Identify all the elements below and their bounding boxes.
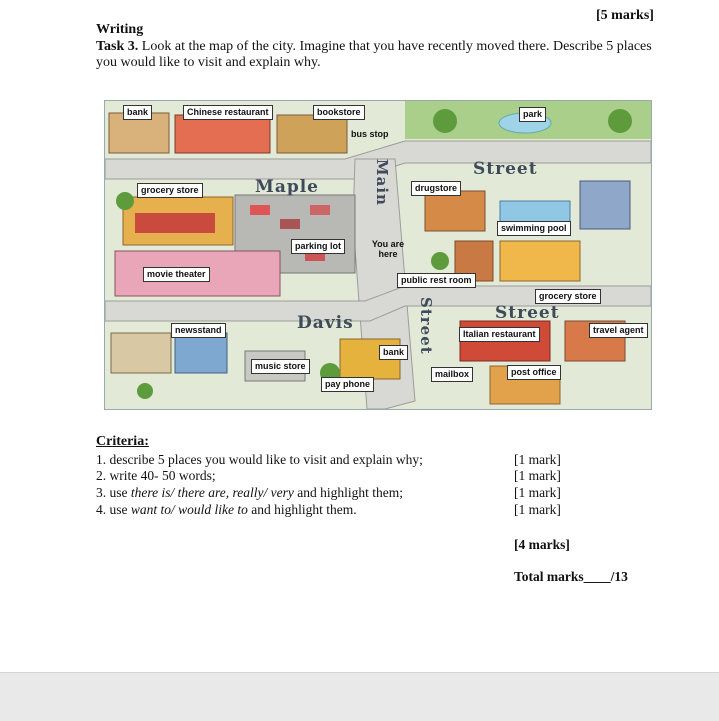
street-name-main: Main [373, 159, 391, 206]
map-label-chinese-restaurant: Chinese restaurant [183, 105, 273, 120]
map-label-mailbox: mailbox [431, 367, 473, 382]
total-marks: Total marks____/13 [514, 569, 628, 584]
criterion-3: 3. use there is/ there are, really/ very and highlight them; [96, 485, 403, 500]
bottom-strip [0, 672, 719, 721]
map-label-bank-top: bank [123, 105, 152, 120]
map-label-pay-phone: pay phone [321, 377, 374, 392]
task-instructions [96, 39, 656, 71]
street-name-street-top: Street [473, 159, 538, 179]
map-label-park: park [519, 107, 546, 122]
map-label-drugstore: drugstore [411, 181, 461, 196]
criterion-1-mark: [1 mark] [514, 452, 561, 467]
task-label: Task 3. [96, 39, 139, 54]
map-label-parking-lot: parking lot [291, 239, 345, 254]
map-label-italian-restaurant: Italian restaurant [459, 327, 540, 342]
map-label-you-are-here: You are here [371, 239, 405, 259]
map-label-public-rest-room: public rest room [397, 273, 476, 288]
map-label-grocery-store-left: grocery store [137, 183, 203, 198]
map-label-bookstore: bookstore [313, 105, 365, 120]
criterion-2: 2. write 40- 50 words; [96, 468, 216, 483]
total-blank[interactable]: ____ [583, 569, 611, 584]
map-label-bank-bottom: bank [379, 345, 408, 360]
map-label-music-store: music store [251, 359, 310, 374]
city-map [104, 100, 652, 410]
street-name-maple: Maple [255, 177, 319, 197]
task-text: Look at the map of the city. Imagine that you have recently moved there. Describe 5 places you would like to visit and explain why. [96, 39, 652, 70]
street-name-davis: Davis [297, 313, 354, 333]
criterion-4: 4. use want to/ would like to and highlight them. [96, 502, 357, 517]
criterion-1: 1. describe 5 places you would like to visit and explain why; [96, 452, 423, 467]
map-label-bus-stop: bus stop [351, 129, 389, 139]
map-label-movie-theater: movie theater [143, 267, 210, 282]
map-label-swimming-pool: swimming pool [497, 221, 571, 236]
criterion-4-mark: [1 mark] [514, 502, 561, 517]
criterion-3-mark: [1 mark] [514, 485, 561, 500]
section-title: Writing [96, 22, 144, 37]
criteria-subtotal: [4 marks] [514, 537, 570, 552]
section-marks: [5 marks] [596, 8, 654, 23]
map-label-post-office: post office [507, 365, 561, 380]
criteria-title: Criteria: [96, 434, 149, 449]
map-label-grocery-store-right: grocery store [535, 289, 601, 304]
street-name-street-right: Street [495, 303, 560, 323]
map-label-newsstand: newsstand [171, 323, 226, 338]
map-label-travel-agent: travel agent [589, 323, 648, 338]
street-name-street-vertical: Street [417, 297, 435, 355]
criterion-2-mark: [1 mark] [514, 468, 561, 483]
